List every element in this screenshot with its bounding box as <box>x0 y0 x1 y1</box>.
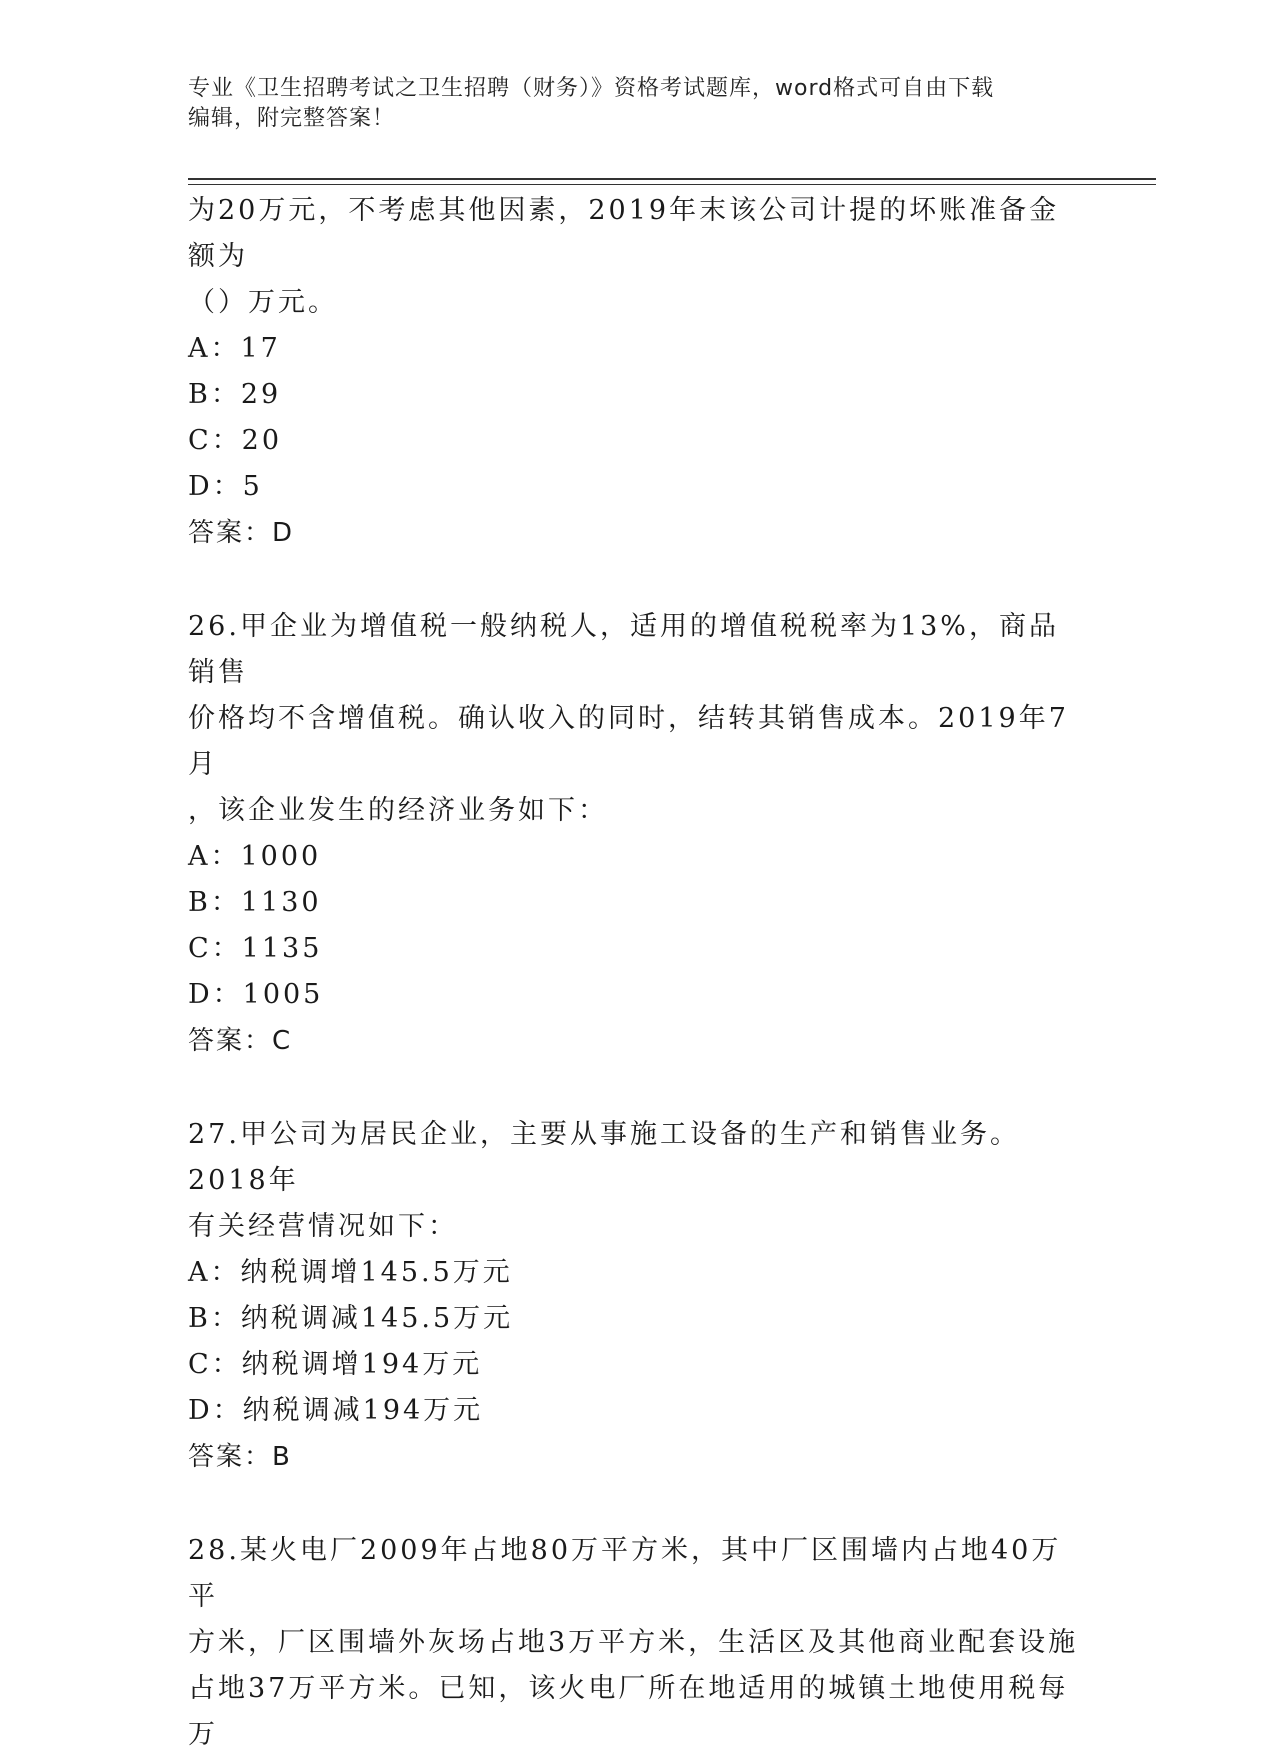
question-26 <box>188 604 1088 1064</box>
document-header <box>188 74 1088 134</box>
option-a: A：纳税调增145.5万元 <box>188 1257 513 1288</box>
option-b: B：1130 <box>188 887 322 918</box>
option-c: C：纳税调增194万元 <box>188 1349 483 1380</box>
answer: 答案：B <box>188 1442 292 1472</box>
answer: 答案：D <box>188 518 295 548</box>
option-a: A：1000 <box>188 841 322 872</box>
question-stem-line: （）万元。 <box>188 287 338 318</box>
option-d: D：1005 <box>188 979 324 1010</box>
answer: 答案：C <box>188 1026 293 1056</box>
option-d: D：纳税调减194万元 <box>188 1395 484 1426</box>
header-line-1: 专业《卫生招聘考试之卫生招聘（财务）》资格考试题库，word格式可自由下载 <box>188 76 995 101</box>
question-stem-line: ，该企业发生的经济业务如下： <box>188 795 608 826</box>
question-stem-line: 27.甲公司为居民企业，主要从事施工设备的生产和销售业务。2018年 <box>188 1119 1020 1196</box>
question-stem-line: 价格均不含增值税。确认收入的同时，结转其销售成本。2019年7月 <box>188 703 1069 780</box>
question-stem-line: 26.甲企业为增值税一般纳税人，适用的增值税税率为13%，商品销售 <box>188 611 1059 688</box>
option-b: B：纳税调减145.5万元 <box>188 1303 514 1334</box>
option-b: B：29 <box>188 379 282 410</box>
question-stem-line: 有关经营情况如下： <box>188 1211 458 1242</box>
question-stem-line: 占地37万平方米。已知，该火电厂所在地适用的城镇土地使用税每万 <box>188 1673 1069 1750</box>
question-25 <box>188 188 1088 556</box>
question-list <box>188 188 1088 1758</box>
option-c: C：20 <box>188 425 283 456</box>
option-d: D：5 <box>188 471 263 502</box>
option-c: C：1135 <box>188 933 323 964</box>
header-rule-thick <box>188 178 1156 180</box>
header-rule-thin <box>188 184 1156 185</box>
header-line-2: 编辑，附完整答案！ <box>188 106 396 131</box>
question-stem-line: 方米，厂区围墙外灰场占地3万平方米，生活区及其他商业配套设施 <box>188 1627 1079 1658</box>
question-27 <box>188 1112 1088 1480</box>
option-a: A：17 <box>188 333 281 364</box>
question-stem-line: 28.某火电厂2009年占地80万平方米，其中厂区围墙内占地40万平 <box>188 1535 1062 1612</box>
question-28 <box>188 1528 1088 1758</box>
question-stem-line: 为20万元，不考虑其他因素，2019年末该公司计提的坏账准备金额为 <box>188 195 1060 272</box>
